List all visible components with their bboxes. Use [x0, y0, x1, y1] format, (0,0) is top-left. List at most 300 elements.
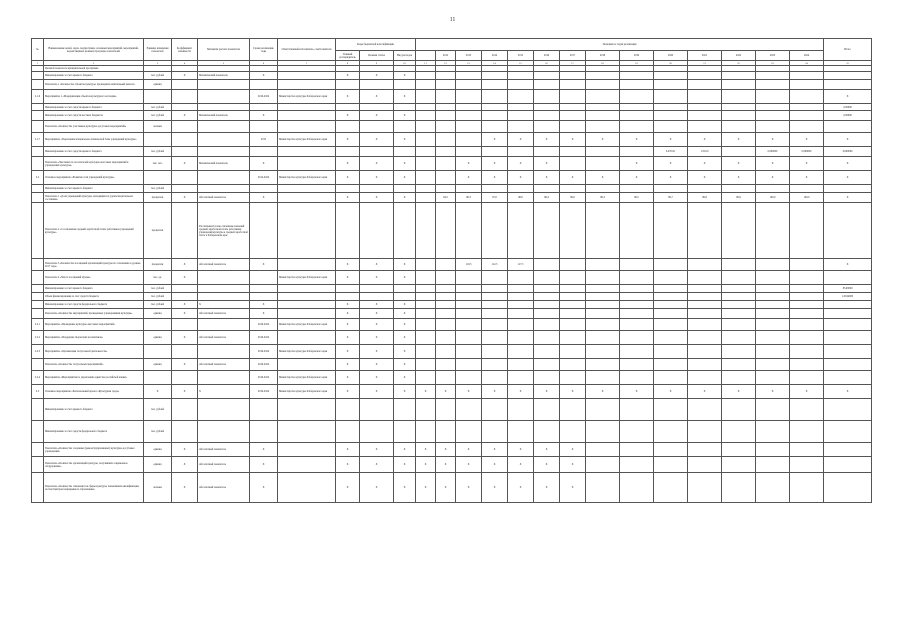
table-cell: X [250, 259, 278, 271]
table-row [32, 171, 872, 185]
table-cell [436, 271, 456, 285]
column-number: 22 [722, 61, 756, 66]
table-cell [534, 421, 560, 443]
table-cell: X [394, 457, 416, 473]
table-cell [756, 259, 790, 271]
table-cell [722, 421, 756, 443]
table-cell [560, 121, 586, 133]
table-cell [416, 147, 436, 157]
table-cell: 99,0 [560, 193, 586, 203]
table-cell [278, 185, 336, 193]
row-name-cell: Финансирование за счет краевого бюджета [44, 285, 144, 293]
table-cell: X [654, 157, 688, 171]
table-cell [722, 147, 756, 157]
table-cell [824, 319, 872, 331]
header-year: 2013 [456, 51, 482, 61]
table-cell [756, 121, 790, 133]
column-number: 6 [250, 61, 278, 66]
table-cell [756, 399, 790, 421]
table-cell [534, 111, 560, 121]
table-cell: единиц [144, 309, 172, 319]
table-cell [790, 399, 824, 421]
table-cell: X [360, 72, 394, 80]
table-cell: тыс. ед. [144, 271, 172, 285]
table-cell: 97,0 [482, 193, 508, 203]
table-cell [756, 309, 790, 319]
table-cell: X [172, 72, 198, 80]
table-cell [534, 203, 560, 259]
table-cell [198, 293, 250, 301]
table-cell: X [336, 72, 360, 80]
table-cell [436, 185, 456, 193]
table-cell [688, 345, 722, 359]
table-cell [336, 293, 360, 301]
table-cell: X [360, 171, 394, 185]
table-cell: X [508, 443, 534, 457]
table-cell: Министерство культуры Хабаровского края [278, 133, 336, 147]
table-cell: X [456, 443, 482, 457]
table-cell: 110,5 [456, 259, 482, 271]
table-row [32, 185, 872, 193]
table-cell: X [534, 171, 560, 185]
table-cell: X [534, 385, 560, 399]
table-cell: Министерство культуры Хабаровского края [278, 385, 336, 399]
table-cell [250, 185, 278, 193]
table-cell [790, 345, 824, 359]
table-cell [790, 319, 824, 331]
table-row [32, 72, 872, 80]
table-cell: X [172, 331, 198, 345]
table-cell: Механический показатель [198, 157, 250, 171]
table-cell: X [482, 157, 508, 171]
table-cell: X [790, 133, 824, 147]
table-cell [654, 473, 688, 503]
table-cell [824, 121, 872, 133]
table-cell [416, 111, 436, 121]
row-name-cell: Мероприятие «Организация гастрольной деятельности» [44, 345, 144, 359]
table-cell [336, 104, 360, 111]
header-name: Наименование целей, задач, подпрограмм, основных мероприятий, мероприятий, ведомственных целевых программ, показателей [44, 39, 144, 61]
table-cell [824, 443, 872, 457]
table-cell [586, 72, 620, 80]
table-cell [456, 111, 482, 121]
table-cell: X [416, 473, 436, 503]
table-cell [586, 259, 620, 271]
table-cell: X [394, 259, 416, 271]
row-name-cell: Показатель 4 «Число посещений музеев» [44, 271, 144, 285]
table-cell [482, 104, 508, 111]
table-cell: X [534, 473, 560, 503]
table-cell [482, 421, 508, 443]
table-cell [790, 301, 824, 309]
table-cell [278, 473, 336, 503]
table-cell [534, 72, 560, 80]
table-cell [560, 271, 586, 285]
table-cell [436, 285, 456, 293]
table-cell [198, 319, 250, 331]
table-cell: X [360, 90, 394, 104]
header-year: 2018 [586, 51, 620, 61]
table-cell [688, 111, 722, 121]
header-year: 2014 [482, 51, 508, 61]
table-cell [534, 185, 560, 193]
table-cell: тыс. рублей [144, 301, 172, 309]
table-cell [824, 80, 872, 90]
row-name-cell: Финансирование за счет краевого бюджета [44, 185, 144, 193]
table-cell: единиц [144, 443, 172, 457]
table-cell: X [560, 443, 586, 457]
table-cell [508, 111, 534, 121]
program-table [31, 38, 872, 503]
table-row [32, 443, 872, 457]
table-cell [586, 285, 620, 293]
row-number-cell [32, 359, 44, 371]
table-cell: X [336, 193, 360, 203]
table-cell [824, 371, 872, 385]
table-cell [172, 171, 198, 185]
table-cell [534, 319, 560, 331]
table-cell [688, 104, 722, 111]
table-cell: Абсолютный показатель [198, 259, 250, 271]
table-cell [722, 72, 756, 80]
table-cell [436, 293, 456, 301]
table-cell [688, 293, 722, 301]
table-cell: X [416, 457, 436, 473]
table-cell: Министерство культуры Хабаровского края [278, 171, 336, 185]
column-number: 4 [172, 61, 198, 66]
table-cell: X [172, 271, 198, 285]
table-cell: X [394, 331, 416, 345]
table-cell [198, 345, 250, 359]
table-cell [436, 345, 456, 359]
table-cell [560, 319, 586, 331]
table-cell [436, 421, 456, 443]
table-cell [436, 359, 456, 371]
table-cell [560, 111, 586, 121]
table-cell: Абсолютный показатель [198, 457, 250, 473]
table-cell [654, 104, 688, 111]
table-cell: X [394, 111, 416, 121]
row-number-cell: 2.2.3 [32, 345, 44, 359]
row-number-cell [32, 193, 44, 203]
table-cell [560, 359, 586, 371]
table-cell: X [722, 171, 756, 185]
table-cell [790, 90, 824, 104]
table-row [32, 90, 872, 104]
table-cell [172, 133, 198, 147]
table-cell [436, 90, 456, 104]
table-cell: X [172, 193, 198, 203]
table-cell [416, 399, 436, 421]
row-number-cell [32, 457, 44, 473]
table-cell [824, 203, 872, 259]
row-number-cell [32, 111, 44, 121]
table-cell [620, 104, 654, 111]
table-cell: тыс. рублей [144, 104, 172, 111]
table-cell: X [360, 359, 394, 371]
table-cell: 2015 [250, 133, 278, 147]
table-cell [416, 421, 436, 443]
table-cell [172, 121, 198, 133]
table-cell [336, 399, 360, 421]
row-number-cell: 2.1.7 [32, 133, 44, 147]
row-name-cell: Финансирование за счет средств краевого бюджета [44, 147, 144, 157]
column-number: 5 [198, 61, 250, 66]
table-cell [620, 309, 654, 319]
table-cell [198, 104, 250, 111]
row-name-cell: Показатель «Количество созданных (реконструированных) культурно-досуговых учреждений» [44, 443, 144, 457]
table-cell [688, 203, 722, 259]
table-cell [620, 185, 654, 193]
table-cell [534, 90, 560, 104]
table-cell: X [250, 301, 278, 309]
table-cell: X [790, 171, 824, 185]
table-cell [482, 399, 508, 421]
table-cell: процентов [144, 259, 172, 271]
table-cell [688, 80, 722, 90]
table-cell: тыс. рублей [144, 72, 172, 80]
table-cell [824, 421, 872, 443]
table-cell: X [172, 157, 198, 171]
table-cell: X [250, 193, 278, 203]
row-name-cell: Мероприятие «Проведение культурно-массовых мероприятий» [44, 319, 144, 331]
table-cell: 99,7 [654, 193, 688, 203]
column-number: 14 [482, 61, 508, 66]
header-year: 2023 [756, 51, 790, 61]
table-cell [620, 359, 654, 371]
table-cell [456, 345, 482, 359]
table-cell: X [534, 443, 560, 457]
table-cell: 0,00000 [824, 111, 872, 121]
table-cell [198, 271, 250, 285]
table-cell [620, 285, 654, 293]
table-cell: X [172, 259, 198, 271]
table-cell [722, 203, 756, 259]
table-cell: X [456, 457, 482, 473]
table-cell [620, 473, 654, 503]
table-cell: X [790, 385, 824, 399]
table-cell [790, 421, 824, 443]
row-number-cell [32, 271, 44, 285]
table-cell [394, 147, 416, 157]
table-cell [508, 185, 534, 193]
table-cell [688, 72, 722, 80]
table-cell [586, 80, 620, 90]
row-number-cell [32, 147, 44, 157]
header-year: 2019 [620, 51, 654, 61]
table-cell: X [336, 259, 360, 271]
column-number: 10 [394, 61, 416, 66]
table-cell [482, 90, 508, 104]
table-cell [360, 185, 394, 193]
table-cell [436, 80, 456, 90]
table-row [32, 121, 872, 133]
table-cell [198, 185, 250, 193]
table-cell [654, 457, 688, 473]
table-cell [654, 90, 688, 104]
table-cell: X [482, 385, 508, 399]
table-cell [560, 301, 586, 309]
table-cell: X [336, 271, 360, 285]
table-cell [688, 319, 722, 331]
table-cell: X [250, 443, 278, 457]
table-cell: X [456, 385, 482, 399]
table-cell: X [394, 157, 416, 171]
table-cell: X [360, 301, 394, 309]
table-cell: X [534, 133, 560, 147]
table-cell [560, 331, 586, 345]
table-cell [416, 271, 436, 285]
table-cell [790, 72, 824, 80]
table-cell: X [560, 385, 586, 399]
table-cell [416, 359, 436, 371]
table-row [32, 457, 872, 473]
table-row [32, 193, 872, 203]
header-unit: Единица измерения показателя [144, 39, 172, 61]
table-cell [436, 121, 456, 133]
table-cell: X [360, 259, 394, 271]
table-cell [416, 345, 436, 359]
table-cell [482, 293, 508, 301]
table-cell: единиц [144, 331, 172, 345]
table-cell [436, 259, 456, 271]
table-cell [198, 121, 250, 133]
table-cell: X [360, 193, 394, 203]
table-cell [756, 185, 790, 193]
table-cell [278, 359, 336, 371]
table-cell [436, 147, 456, 157]
table-cell: X [336, 457, 360, 473]
table-row [32, 133, 872, 147]
table-cell [416, 319, 436, 331]
table-cell [824, 309, 872, 319]
header-spacer [416, 51, 436, 61]
table-cell: X [172, 309, 198, 319]
table-cell: тыс. рублей [144, 421, 172, 443]
table-cell [482, 80, 508, 90]
table-cell [688, 371, 722, 385]
row-name-cell: Целевой показатель муниципальной программы [44, 66, 144, 72]
table-cell [790, 443, 824, 457]
table-cell [482, 185, 508, 193]
row-number-cell: 2.2.2 [32, 331, 44, 345]
table-cell [416, 157, 436, 171]
table-cell: единиц [144, 359, 172, 371]
table-cell [790, 80, 824, 90]
table-cell [620, 72, 654, 80]
table-cell [482, 285, 508, 293]
row-number-cell [32, 104, 44, 111]
table-cell [278, 147, 336, 157]
table-cell: X [172, 301, 198, 309]
table-cell: тыс. рублей [144, 285, 172, 293]
table-cell: 0,00000 [824, 104, 872, 111]
table-cell [172, 203, 198, 259]
column-number: 21 [688, 61, 722, 66]
table-cell [416, 309, 436, 319]
table-cell [586, 319, 620, 331]
table-cell [688, 301, 722, 309]
table-cell [278, 331, 336, 345]
table-cell [436, 309, 456, 319]
table-cell [654, 293, 688, 301]
row-number-cell [32, 293, 44, 301]
table-cell: 6 470,91 [654, 147, 688, 157]
table-row [32, 293, 872, 301]
table-cell: X [360, 443, 394, 457]
table-cell [790, 203, 824, 259]
header-coefficient: Коэффициент значимости [172, 39, 198, 61]
table-cell [278, 72, 336, 80]
column-number: 15 [508, 61, 534, 66]
table-cell [534, 293, 560, 301]
table-cell: X [336, 90, 360, 104]
table-cell: 2016-2024 [250, 319, 278, 331]
table-cell: X [336, 133, 360, 147]
table-cell: X [620, 133, 654, 147]
table-cell [508, 399, 534, 421]
table-cell [508, 345, 534, 359]
table-cell: X [360, 133, 394, 147]
table-cell: X [560, 171, 586, 185]
table-cell [688, 421, 722, 443]
table-cell [336, 185, 360, 193]
table-cell: X [508, 457, 534, 473]
table-cell: тыс. рублей [144, 293, 172, 301]
table-cell [586, 309, 620, 319]
table-cell [824, 345, 872, 359]
table-cell: X [756, 385, 790, 399]
table-cell [436, 371, 456, 385]
table-cell: X [394, 371, 416, 385]
table-cell [508, 147, 534, 157]
table-cell [586, 359, 620, 371]
table-cell: X [560, 133, 586, 147]
header-method: Механизм расчета показателя [198, 39, 250, 61]
table-cell [790, 309, 824, 319]
table-cell [654, 203, 688, 259]
table-cell [456, 421, 482, 443]
table-cell [278, 421, 336, 443]
table-cell [172, 319, 198, 331]
table-cell: X [824, 133, 872, 147]
table-row [32, 421, 872, 443]
row-name-cell: Показатель 1 «Количество объектов культуры, прошедших капитальный ремонт» [44, 80, 144, 90]
table-cell [456, 133, 482, 147]
column-number: 11 [416, 61, 436, 66]
table-cell [586, 147, 620, 157]
table-cell [144, 345, 172, 359]
table-cell: X [508, 473, 534, 503]
table-cell: X [172, 473, 198, 503]
table-cell: X [250, 72, 278, 80]
row-number-cell [32, 185, 44, 193]
table-cell: тыс. рублей [144, 111, 172, 121]
table-cell: X [586, 171, 620, 185]
table-cell: тыс. чел. [144, 157, 172, 171]
table-cell [560, 90, 586, 104]
table-cell: X [620, 171, 654, 185]
header-year: 2020 [654, 51, 688, 61]
table-cell [456, 121, 482, 133]
header-target-article: Целевая статья [360, 51, 394, 61]
table-cell [620, 121, 654, 133]
row-number-cell: 2.2.1 [32, 319, 44, 331]
table-cell [620, 371, 654, 385]
table-cell [278, 457, 336, 473]
table-cell [278, 121, 336, 133]
row-number-cell: 2.2 [32, 171, 44, 185]
